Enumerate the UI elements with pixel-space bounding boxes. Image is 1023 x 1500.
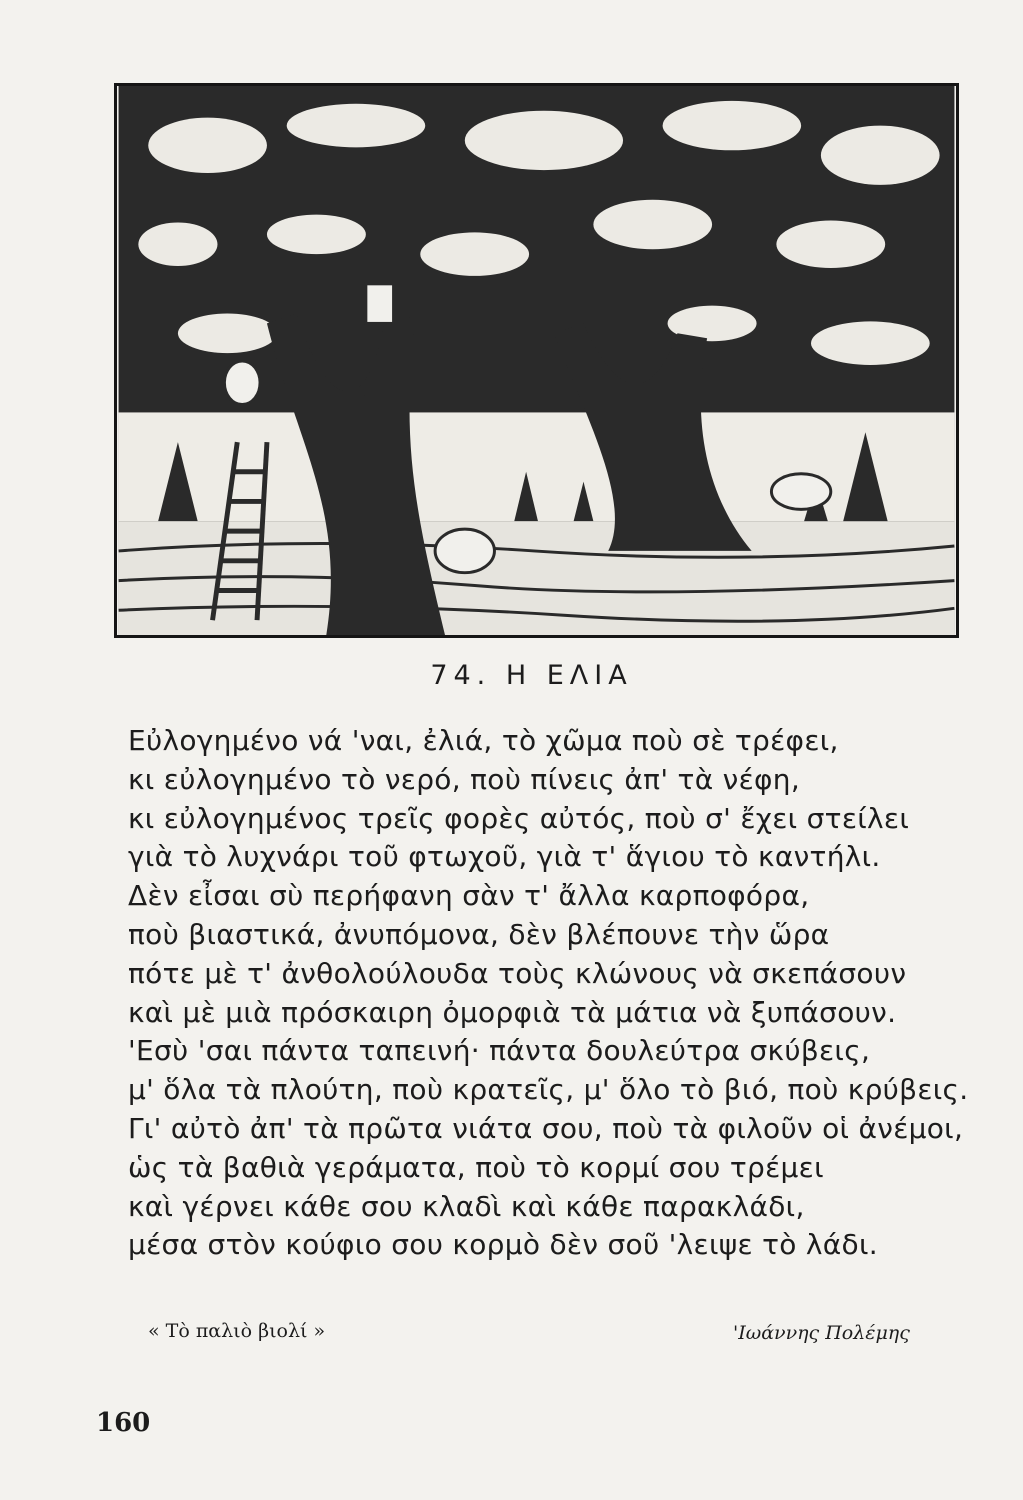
woodcut-drawing: [117, 86, 956, 635]
poem-text: [128, 722, 988, 1265]
poem-line: μ' ὅλα τὰ πλούτη, ποὺ κρατεῖς, μ' ὅλο τὸ βιό, ποὺ κρύβεις.: [128, 1073, 969, 1107]
poem-line: 'Εσὺ 'σαι πάντα ταπεινή· πάντα δουλεύτρα σκύβεις,: [128, 1034, 871, 1068]
poem-source: « Τὸ παλιὸ βιολί »: [148, 1320, 326, 1342]
poem-line: Δὲν εἶσαι σὺ περήφανη σὰν τ' ἄλλα καρποφόρα,: [128, 879, 810, 913]
poem-line: καὶ μὲ μιὰ πρόσκαιρη ὀμορφιὰ τὰ μάτια νὰ ξυπάσουν.: [128, 995, 897, 1029]
page-number: 160: [96, 1408, 151, 1438]
poem-author: 'Ιωάννης Πολέμης: [733, 1322, 910, 1344]
poem-title: 74. Η ΕΛΙΑ: [430, 660, 633, 691]
poem-line: καὶ γέρνει κάθε σου κλαδὶ καὶ κάθε παρακλάδι,: [128, 1189, 805, 1223]
poem-line: πότε μὲ τ' ἀνθολούλουδα τοὺς κλώνους νὰ σκεπάσουν: [128, 956, 907, 990]
olive-harvest-woodcut-icon: [114, 83, 959, 638]
poem-line: ὡς τὰ βαθιὰ γεράματα, ποὺ τὸ κορμί σου τρέμει: [128, 1150, 824, 1184]
poem-line: γιὰ τὸ λυχνάρι τοῦ φτωχοῦ, γιὰ τ' ἅγιου τὸ καντήλι.: [128, 840, 881, 874]
poem-line: Εὐλογημένο νά 'ναι, ἐλιά, τὸ χῶμα ποὺ σὲ τρέφει,: [128, 724, 839, 757]
poem-line: κι εὐλογημένο τὸ νερό, ποὺ πίνεις ἀπ' τὰ νέφη,: [128, 762, 801, 796]
poem-line: μέσα στὸν κούφιο σου κορμὸ δὲν σοῦ 'λειψε τὸ λάδι.: [128, 1228, 878, 1262]
poem-line: ποὺ βιαστικά, ἀνυπόμονα, δὲν βλέπουνε τὴν ὥρα: [128, 917, 830, 951]
poem-line: κι εὐλογημένος τρεῖς φορὲς αὐτός, ποὺ σ' ἔχει στείλει: [128, 801, 910, 835]
poem-line: Γι' αὐτὸ ἀπ' τὰ πρῶτα νιάτα σου, ποὺ τὰ φιλοῦν οἱ ἀνέμοι,: [128, 1111, 964, 1145]
